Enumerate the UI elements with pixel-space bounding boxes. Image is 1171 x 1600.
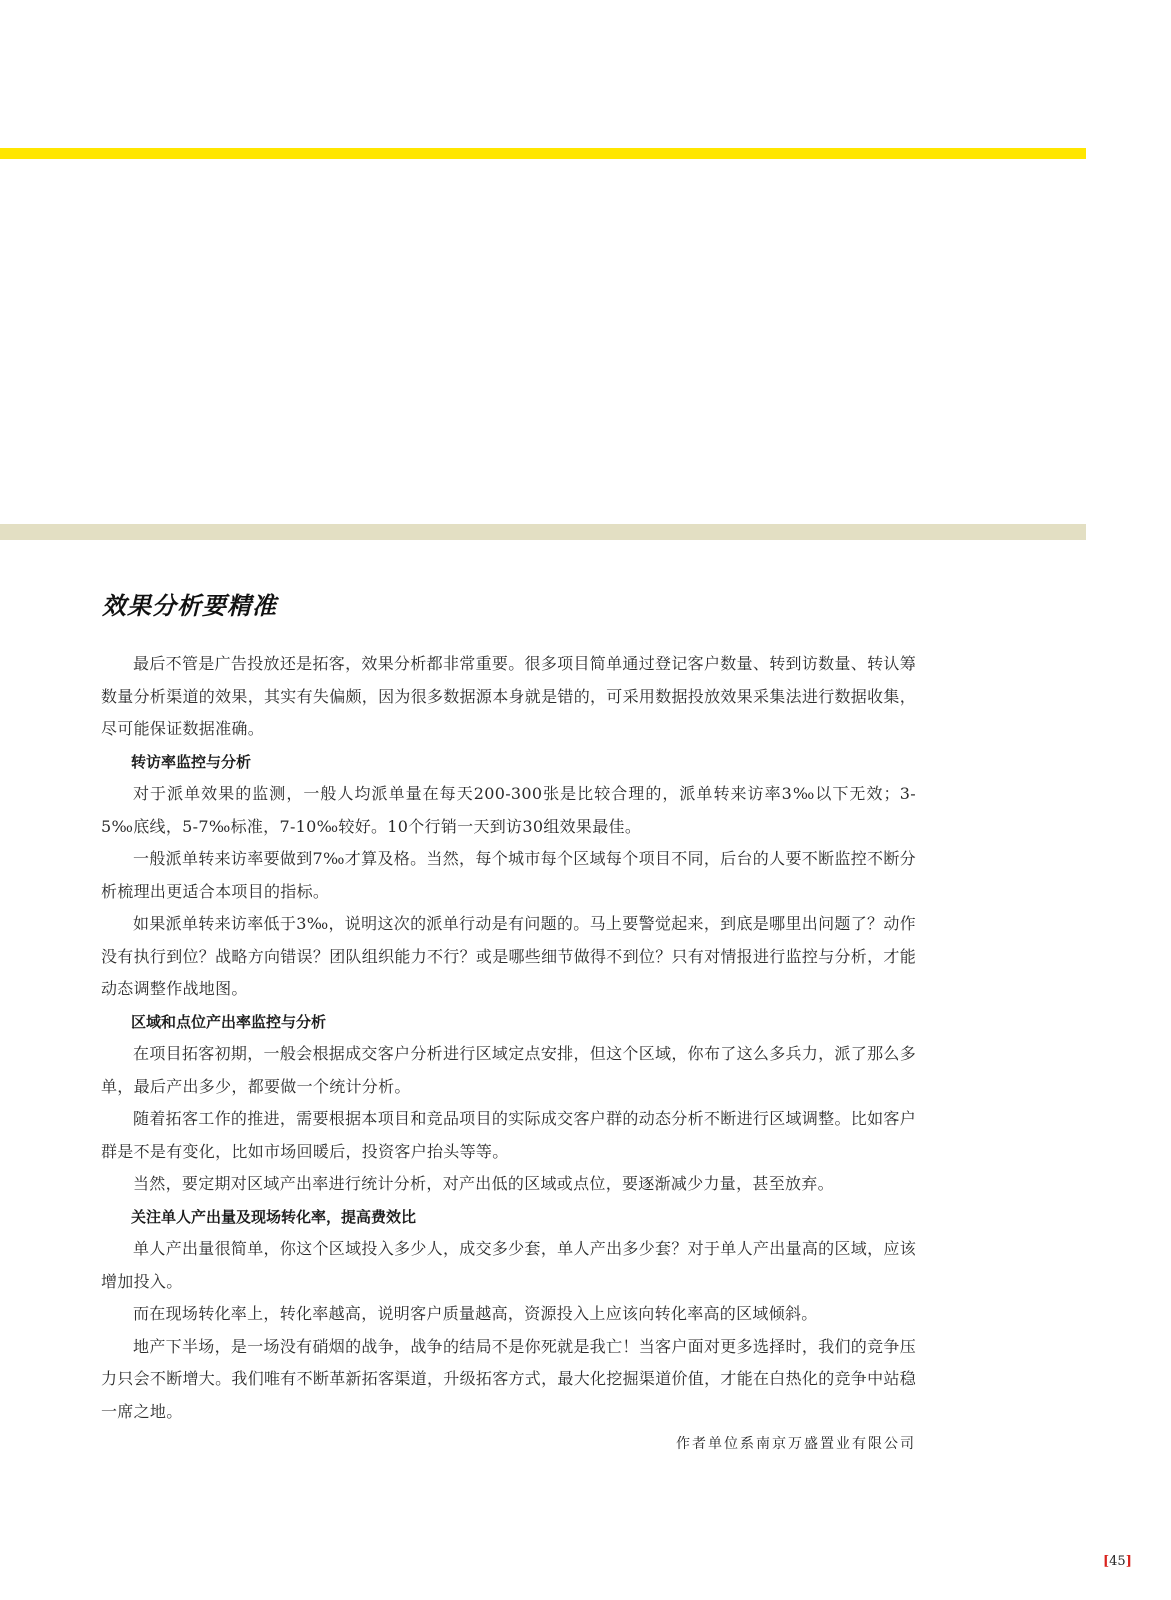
body-paragraph: 随着拓客工作的推进，需要根据本项目和竞品项目的实际成交客户群的动态分析不断进行区域调整。比如客户群是不是有变化，比如市场回暖后，投资客户抬头等等。 bbox=[101, 1109, 916, 1161]
author-affiliation: 作者单位系南京万盛置业有限公司 bbox=[676, 1436, 916, 1452]
body-paragraph: 当然，要定期对区域产出率进行统计分析，对产出低的区域或点位，要逐渐减少力量，甚至放弃。 bbox=[133, 1174, 834, 1193]
body-paragraph: 在项目拓客初期，一般会根据成交客户分析进行区域定点安排，但这个区域，你布了这么多兵力，派了那么多单，最后产出多少，都要做一个统计分析。 bbox=[101, 1044, 916, 1096]
body-paragraph: 单人产出量很简单，你这个区域投入多少人，成交多少套，单人产出多少套？对于单人产出量高的区域，应该增加投入。 bbox=[101, 1239, 916, 1291]
section-divider-bar bbox=[0, 524, 1086, 540]
page-number-close-bracket: ] bbox=[1125, 1554, 1132, 1569]
article-body bbox=[101, 648, 916, 1460]
body-paragraph: 最后不管是广告投放还是拓客，效果分析都非常重要。很多项目简单通过登记客户数量、转到访数量、转认筹数量分析渠道的效果，其实有失偏颇，因为很多数据源本身就是错的，可采用数据投放效果采集法进行数据收集，尽可能保证数据准确。 bbox=[101, 654, 917, 738]
body-paragraph: 地产下半场，是一场没有硝烟的战争，战争的结局不是你死就是我亡！当客户面对更多选择时，我们的竞争压力只会不断增大。我们唯有不断革新拓客渠道，升级拓客方式，最大化挖掘渠道价值，才能在白热化的竞争中站稳一席之地。 bbox=[101, 1336, 917, 1421]
section-subheading: 区域和点位产出率监控与分析 bbox=[131, 1012, 327, 1031]
page-number bbox=[1103, 1554, 1132, 1569]
body-paragraph: 一般派单转来访率要做到7‰才算及格。当然，每个城市每个区域每个项目不同，后台的人要不断监控不断分析梳理出更适合本项目的指标。 bbox=[101, 849, 916, 901]
top-accent-bar bbox=[0, 148, 1086, 159]
article-title: 效果分析要精准 bbox=[102, 592, 277, 620]
page-number-value: 45 bbox=[1109, 1554, 1126, 1569]
page-number-open-bracket: [ bbox=[1103, 1554, 1110, 1569]
section-subheading: 关注单人产出量及现场转化率，提高费效比 bbox=[131, 1207, 417, 1226]
section-subheading: 转访率监控与分析 bbox=[131, 752, 252, 771]
body-paragraph: 对于派单效果的监测，一般人均派单量在每天200-300张是比较合理的，派单转来访率3‰以下无效；3-5‰底线，5-7‰标准，7-10‰较好。10个行销一天到访30组效果最佳。 bbox=[101, 784, 916, 836]
body-paragraph: 如果派单转来访率低于3‰，说明这次的派单行动是有问题的。马上要警觉起来，到底是哪里出问题了？动作没有执行到位？战略方向错误？团队组织能力不行？或是哪些细节做得不到位？只有对情报进行监控与分析，才能动态调整作战地图。 bbox=[101, 914, 917, 998]
body-paragraph: 而在现场转化率上，转化率越高，说明客户质量越高，资源投入上应该向转化率高的区域倾斜。 bbox=[133, 1304, 818, 1323]
